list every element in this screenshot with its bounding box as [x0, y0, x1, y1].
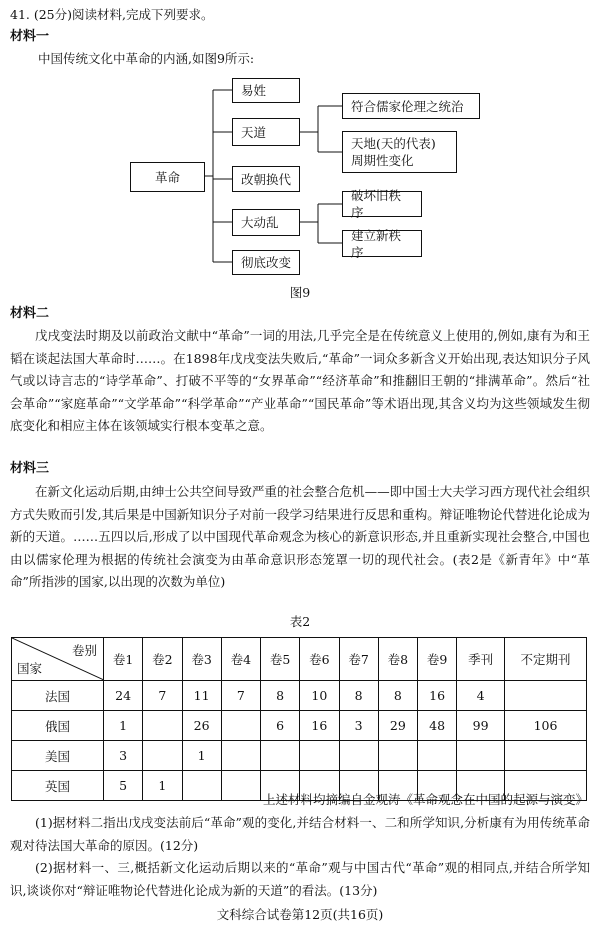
table-cell: 106	[505, 711, 587, 741]
table-corner-cell	[12, 638, 104, 681]
table-cell: 10	[300, 681, 339, 711]
table-cell: 16	[300, 711, 339, 741]
table-cell: 29	[378, 711, 417, 741]
corner-bottom-label: 国家	[17, 661, 43, 676]
branch-chedi: 彻底改变	[232, 250, 300, 275]
table2-caption: 表2	[289, 614, 311, 629]
col-header: 季刊	[457, 638, 505, 681]
table-cell: 26	[182, 711, 221, 741]
material2-heading: 材料二	[10, 306, 50, 321]
branch-yixing: 易姓	[232, 78, 300, 103]
row-country: 法国	[12, 681, 104, 711]
table-cell	[505, 681, 587, 711]
diagram-root-box: 革命	[130, 162, 205, 192]
page-footer: 文科综合试卷第12页(共16页)	[216, 907, 384, 922]
source-note: ——上述材料均摘编自金观涛《革命观念在中国的起源与演变》	[237, 792, 588, 807]
col-header: 卷1	[104, 638, 143, 681]
table-cell: 6	[261, 711, 300, 741]
table-cell: 7	[221, 681, 260, 711]
table2	[11, 637, 587, 801]
branch-tiandao: 天道	[232, 118, 300, 146]
table-cell	[221, 741, 260, 771]
material1-intro: 中国传统文化中革命的内涵,如图9所示:	[38, 51, 255, 66]
col-header: 卷2	[143, 638, 182, 681]
figure-caption: 图9	[289, 285, 311, 300]
col-header: 卷7	[339, 638, 378, 681]
table-cell	[143, 741, 182, 771]
question-header: 41. (25分)阅读材料,完成下列要求。	[10, 7, 214, 22]
table-row	[12, 741, 587, 771]
material3-text: 在新文化运动后期,由绅士公共空间导致严重的社会整合危机——即中国士大夫学习西方现代社会组织方式失败而引发,其后果是中国新知识分子对前一段学习结果进行反思和重构。辩证唯物论代替进化论成为新的天道。……五四以后,形成了以中国现代革命观念为核心的新意识形态,并且重新实现社会整合,中国也由以儒家伦理为根据的传统社会演变为由革命意识形态笼罩一切的现代社会。(表2是《新青年》中“革命”所指涉的国家,以出现的次数为单位)	[10, 484, 590, 589]
tiandao-child-confucian: 符合儒家伦理之统治	[342, 93, 480, 119]
col-header: 卷9	[418, 638, 457, 681]
table-cell	[182, 771, 221, 801]
table-cell: 99	[457, 711, 505, 741]
table-cell: 8	[261, 681, 300, 711]
table-cell	[143, 711, 182, 741]
table-cell: 3	[104, 741, 143, 771]
table-row	[12, 711, 587, 741]
table-cell: 7	[143, 681, 182, 711]
col-header: 卷8	[378, 638, 417, 681]
table-cell: 8	[378, 681, 417, 711]
table-cell: 8	[339, 681, 378, 711]
row-country: 英国	[12, 771, 104, 801]
table-row	[12, 681, 587, 711]
table-cell: 1	[104, 711, 143, 741]
table-cell	[221, 711, 260, 741]
row-country: 俄国	[12, 711, 104, 741]
table-cell: 16	[418, 681, 457, 711]
corner-top-label: 卷别	[71, 643, 97, 658]
branch-gaichao: 改朝换代	[232, 166, 300, 192]
table-cell	[339, 741, 378, 771]
row-country: 美国	[12, 741, 104, 771]
material3-heading: 材料三	[10, 461, 50, 476]
col-header: 卷5	[261, 638, 300, 681]
table-cell	[300, 741, 339, 771]
col-header: 卷3	[182, 638, 221, 681]
table-cell: 11	[182, 681, 221, 711]
table-cell: 4	[457, 681, 505, 711]
table-cell: 5	[104, 771, 143, 801]
col-header: 卷4	[221, 638, 260, 681]
table-cell	[378, 741, 417, 771]
material1-heading: 材料一	[10, 29, 50, 44]
table-header-row	[12, 638, 587, 681]
material2-text: 戊戌变法时期及以前政治文献中“革命”一词的用法,几乎完全是在传统意义上使用的,例如,康有为和王韬在谈起法国大革命时……。在1898年戊戌变法失败后,“革命”一词众多新含义开始出现,表达知识分子风气或以诗言志的“诗学革命”、打破不平等的“女界革命”“经济革命”和推翻旧王朝的“排满革命”。然后“社会革命”“家庭革命”“文学革命”“科学革命”“产业革命”“国民革命”等术语出现,其含义均为这些领域发生彻底变化和相应主体在该领域实行根本变革之意。	[10, 328, 590, 433]
diagram-connectors	[0, 0, 600, 300]
table-cell	[457, 741, 505, 771]
col-header: 不定期刊	[505, 638, 587, 681]
question-2: (2)据材料一、三,概括新文化运动后期以来的“革命”观与中国古代“革命”观的相同点,并结合所学知识,谈谈你对“辩证唯物论代替进化论成为新的天道”的看法。(13分)	[10, 860, 590, 898]
table-cell	[261, 741, 300, 771]
table-cell	[505, 741, 587, 771]
tiandao-child-cycle: 天地(天的代表)周期性变化	[342, 131, 457, 173]
table-cell: 3	[339, 711, 378, 741]
table-cell: 1	[182, 741, 221, 771]
table-cell	[418, 741, 457, 771]
table-cell: 1	[143, 771, 182, 801]
dadongluan-child-build: 建立新秩序	[342, 230, 422, 257]
revolution-diagram	[0, 0, 600, 300]
question-1: (1)据材料二指出戊戌变法前后“革命”观的变化,并结合材料一、二和所学知识,分析康有为用传统革命观对待法国大革命的原因。(12分)	[10, 815, 590, 853]
col-header: 卷6	[300, 638, 339, 681]
branch-dadongluan: 大动乱	[232, 209, 300, 236]
table-cell: 48	[418, 711, 457, 741]
table-cell: 24	[104, 681, 143, 711]
dadongluan-child-destroy: 破坏旧秩序	[342, 191, 422, 217]
